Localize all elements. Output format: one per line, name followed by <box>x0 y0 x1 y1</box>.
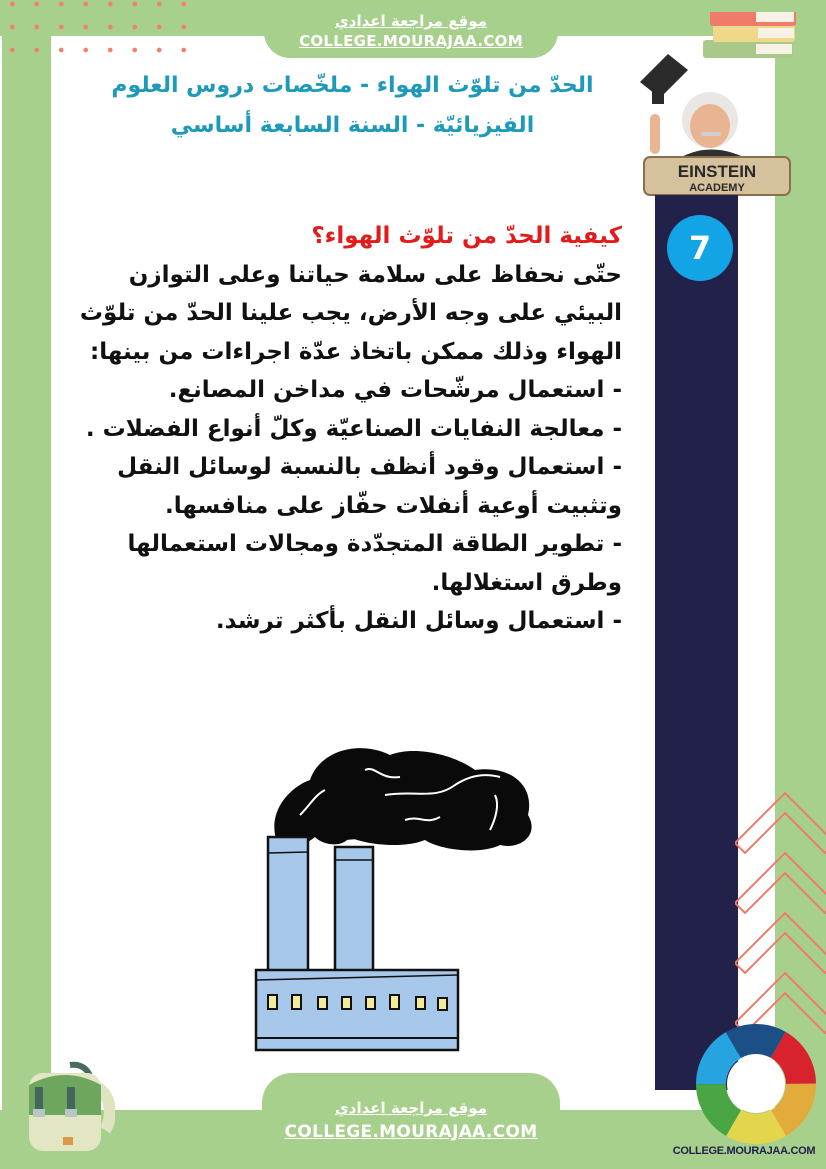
decorative-dots <box>0 47 200 53</box>
intro-paragraph: حتّى نحفاظ على سلامة حياتنا وعلى التوازن البيئي على وجه الأرض، يجب علينا الحدّ من تلوّث الهواء وذلك ممكن باتخاذ عدّة اجراءات من بينها: <box>79 261 622 365</box>
footer-site-arabic[interactable]: موقع مراجعة اعدادي <box>335 1099 487 1117</box>
title-line-1: الحدّ من تلوّث الهواء - ملخّصات دروس العلوم <box>111 73 594 98</box>
section-heading: كيفية الحدّ من تلوّث الهواء؟ <box>311 223 622 249</box>
list-item: - تطوير الطاقة المتجدّدة ومجالات استعمالها وطرق استغلالها. <box>127 531 622 596</box>
header-site-url[interactable]: COLLEGE.MOURAJAA.COM <box>299 32 523 50</box>
svg-text:ACADEMY: ACADEMY <box>689 182 745 194</box>
chimney-left <box>268 837 308 977</box>
lesson-content <box>60 217 622 641</box>
footer-site-url[interactable]: COLLEGE.MOURAJAA.COM <box>284 1122 538 1142</box>
side-column <box>655 195 738 1090</box>
decorative-dots <box>0 1 200 7</box>
svg-text:EINSTEIN: EINSTEIN <box>677 162 757 181</box>
college-mourajaa-ring-logo[interactable] <box>695 1023 817 1145</box>
footer-site-tab[interactable] <box>262 1073 560 1169</box>
chimney-right <box>335 847 373 977</box>
list-item: - استعمال وقود أنظف بالنسبة لوسائل النقل وتثبيت أوعية أنفلات حفّاز على منافسها. <box>117 454 622 519</box>
title-line-2: الفيزيائيّة - السنة السابعة أساسي <box>170 113 535 138</box>
backpack-icon <box>15 1055 115 1155</box>
factory-smoke-illustration <box>240 725 540 1055</box>
books-icon <box>703 12 796 58</box>
logo-caption[interactable]: COLLEGE.MOURAJAA.COM <box>672 1145 816 1157</box>
header-site-tab[interactable] <box>264 0 558 58</box>
left-frame-strip <box>2 0 51 1169</box>
graduation-cap-icon <box>640 54 688 104</box>
list-item: - استعمال وسائل النقل بأكثر ترشد. <box>215 608 622 634</box>
page-number-badge: 7 <box>667 215 733 281</box>
chevron-up-decoration-icon <box>735 790 826 1050</box>
list-item: - معالجة النفايات الصناعيّة وكلّ أنواع الفضلات . <box>85 415 622 442</box>
einstein-academy-logo <box>638 12 798 197</box>
page-title <box>80 66 625 146</box>
decorative-dots <box>0 24 200 30</box>
list-item: - استعمال مرشّحات في مداخن المصانع. <box>168 377 622 403</box>
header-site-arabic[interactable]: موقع مراجعة اعدادي <box>335 12 487 30</box>
